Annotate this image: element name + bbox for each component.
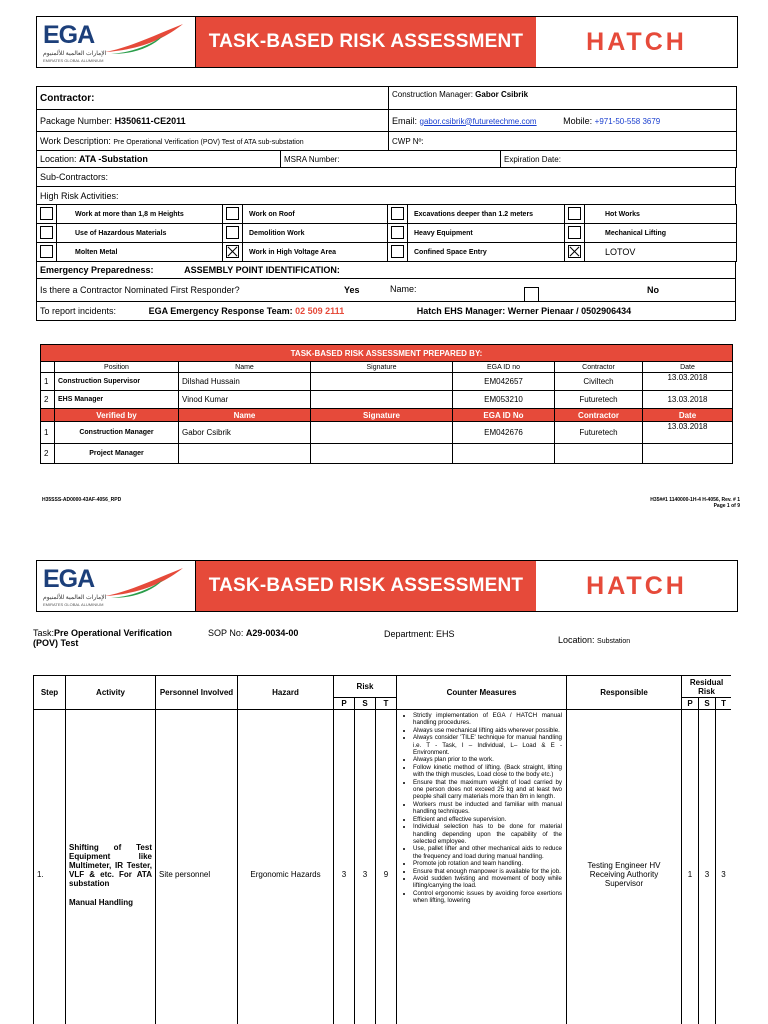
list-item: • Strictly implementation of EGA / HATCH manual handling procedures. [413, 712, 562, 727]
department-info [384, 629, 455, 639]
ega-logo-text: EGA [43, 21, 95, 49]
sop-info [208, 628, 298, 638]
activity-header: Activity [66, 676, 156, 710]
subcontractors-label: Sub-Contractors: [37, 168, 736, 187]
residual-header: Residual Risk [682, 676, 732, 698]
checkbox-confined-space[interactable] [391, 245, 404, 258]
email-link[interactable]: gabor.csibrik@futuretechme.com [419, 116, 537, 126]
report-label: To report incidents: [40, 306, 117, 316]
name-cell [179, 444, 311, 464]
footer-page: Page 1 of 9 [713, 503, 740, 509]
row-number: 2 [41, 444, 55, 464]
checkbox-high-voltage[interactable] [226, 245, 239, 258]
date-cell: 13.03.2018 [643, 391, 733, 409]
ega-logo [37, 561, 196, 611]
sop-label: SOP No: [208, 628, 244, 638]
checkbox-hot-works[interactable] [568, 207, 581, 220]
column-header: Contractor [555, 409, 643, 422]
construction-manager-cell [389, 87, 737, 110]
checkbox-yes[interactable] [524, 287, 539, 302]
contractor-table [36, 86, 737, 151]
checkbox-height-work[interactable] [40, 207, 53, 220]
location-label: Location: [40, 154, 77, 164]
risk-p-cell: 3 [334, 710, 355, 1024]
name-cell: Gabor Csibrik [179, 422, 311, 444]
msra-label: MSRA Number: [281, 151, 501, 168]
hazard-header: Hazard [238, 676, 334, 710]
column-header: Signature [311, 409, 453, 422]
id-cell: EM042676 [453, 422, 555, 444]
list-item: • Ensure that the maximum weight of load carried by one person does not exceed 25 kg and at least two people shall carry materials more than 8m in length. [413, 779, 562, 801]
high-risk-row [37, 243, 737, 262]
hatch-logo: HATCH [586, 571, 687, 600]
emergency-table [36, 261, 736, 321]
assembly-label: ASSEMBLY POINT IDENTIFICATION: [184, 265, 340, 275]
ega-swoosh-icon [103, 566, 185, 600]
verified-header-row [41, 409, 733, 422]
contractor-cell: Futuretech [555, 391, 643, 409]
package-value: H350611-CE2011 [114, 115, 186, 126]
location-info [558, 635, 630, 645]
counter-header: Counter Measures [397, 676, 567, 710]
ert-number: 02 509 2111 [295, 306, 345, 316]
list-item: • Follow kinetic method of lifting. (Back straight, lifting with the thigh muscles, Load close to the body etc.) [413, 764, 562, 779]
emergency-cell [37, 262, 736, 279]
task-info [33, 628, 183, 648]
footer-rev: H35##1 1140000-1H-4 H-4056, Rev. # 1 [650, 497, 740, 503]
activity-text: Shifting of Test Equipment like Multimeter, IR Tester, VLF & etc. For ATA substation [69, 842, 152, 888]
emergency-label: Emergency Preparedness: [40, 265, 154, 275]
high-risk-item: Mechanical Lifting [585, 224, 737, 243]
list-item: • Always use mechanical lifting aids wherever possible. [413, 727, 562, 734]
high-risk-item: Confined Space Entry [408, 243, 565, 262]
high-risk-item: Work at more than 1,8 m Heights [57, 205, 223, 224]
cwp-label: CWP Nº: [389, 132, 737, 151]
high-risk-row [37, 224, 737, 243]
location-label: Location: [558, 635, 595, 645]
p-header: P [334, 698, 355, 710]
email-label: Email: [392, 115, 418, 126]
prepared-header-row [41, 362, 733, 373]
contractor-form [36, 86, 736, 321]
counter-measures-list [401, 712, 562, 905]
ega-swoosh-icon [103, 22, 185, 56]
id-cell [453, 444, 555, 464]
page2-header [36, 560, 738, 612]
list-item: • Always consider 'TILE' technique for manual handling i.e. T - Task, I – Individual, L– Load & E - Environment. [413, 734, 562, 756]
high-risk-item: Molten Metal [57, 243, 223, 262]
position-cell: Construction Supervisor [55, 373, 179, 391]
step-header: Step [34, 676, 66, 710]
column-header: Position [55, 362, 179, 373]
department-label: Department: [384, 629, 434, 639]
hazard-cell: Ergonomic Hazards [238, 710, 334, 1024]
residual-s-cell: 3 [699, 710, 716, 1024]
department-value: EHS [436, 629, 455, 639]
responsible-header: Responsible [567, 676, 682, 710]
ega-logo [37, 17, 196, 67]
table-row [41, 391, 733, 409]
column-header: Contractor [555, 362, 643, 373]
id-cell: EM042657 [453, 373, 555, 391]
responsible-cell: Testing Engineer HV Receiving Authority Supervisor [567, 710, 682, 1024]
task-value: Pre Operational Verification (POV) Test [33, 628, 173, 648]
sop-value: A29-0034-00 [245, 628, 299, 638]
residual-s-header: S [699, 698, 716, 710]
email-cell [389, 110, 737, 132]
checkbox-excavation[interactable] [391, 207, 404, 220]
high-risk-row [37, 205, 737, 224]
list-item: • Workers must be inducted and familiar with manual handling techniques. [413, 801, 562, 816]
location-cell [37, 151, 281, 168]
risk-header: Risk [334, 676, 397, 698]
list-item: • Promote job rotation and team handling. [413, 860, 562, 867]
checkbox-hazardous-materials[interactable] [40, 226, 53, 239]
high-risk-item: Work on Roof [243, 205, 388, 224]
column-header: Name [179, 409, 311, 422]
list-item: • Use, pallet lifter and other mechanical aids to reduce the frequency and load during manual handling. [413, 845, 562, 860]
column-header: Verified by [55, 409, 179, 422]
t-header: T [376, 698, 397, 710]
risk-header-row [34, 676, 732, 698]
construction-manager-label: Construction Manager: [392, 90, 473, 99]
signature-cell [311, 422, 453, 444]
doc-title: TASK-BASED RISK ASSESSMENT [196, 17, 536, 67]
signature-cell [311, 444, 453, 464]
list-item: • Control ergonomic issues by avoiding force exertions when lifting, lowering [413, 890, 562, 905]
ega-arabic-text: الإمارات العالمية للألمنيوم [43, 595, 107, 601]
hatch-ehs-label: Hatch EHS Manager: [416, 306, 506, 316]
activity-cell [66, 710, 156, 1024]
contractor-cell: Civiltech [555, 373, 643, 391]
position-cell: Project Manager [55, 444, 179, 464]
date-cell: 13.03.2018 [643, 373, 733, 391]
doc-title: TASK-BASED RISK ASSESSMENT [196, 561, 536, 611]
checkbox-lotov[interactable] [568, 245, 581, 258]
position-cell: Construction Manager [55, 422, 179, 444]
checkbox-molten-metal[interactable] [40, 245, 53, 258]
risk-table [33, 675, 731, 1024]
high-risk-label: High Risk Activities: [37, 187, 736, 205]
contractor-cell [555, 444, 643, 464]
work-desc-cell [37, 132, 389, 151]
list-item: • Efficient and effective supervision. [413, 816, 562, 823]
hatch-ehs-value: Werner Pienaar / 0502906434 [507, 306, 632, 316]
ega-arabic-text: الإمارات العالمية للألمنيوم [43, 51, 107, 57]
ega-english-text: EMIRATES GLOBAL ALUMINIUM [43, 602, 104, 607]
column-header: EGA ID No [453, 409, 555, 422]
list-item: • Individual selection has to be done for material handling depending upon the capability of the selected employee. [413, 823, 562, 845]
prepared-by-table [40, 344, 733, 464]
column-header: Date [643, 362, 733, 373]
residual-p-header: P [682, 698, 699, 710]
report-cell [37, 302, 736, 321]
list-item: • Ensure that enough manpower is available for the job. [413, 868, 562, 875]
counter-measures-cell [397, 710, 567, 1024]
table-row [41, 422, 733, 444]
id-cell: EM053210 [453, 391, 555, 409]
row-number: 1 [41, 373, 55, 391]
prepared-by-section [40, 344, 732, 464]
checkbox-heavy-equipment[interactable] [391, 226, 404, 239]
residual-p-cell: 1 [682, 710, 699, 1024]
signature-cell [311, 391, 453, 409]
s-header: S [355, 698, 376, 710]
table-row [41, 444, 733, 464]
checkbox-mechanical-lifting[interactable] [568, 226, 581, 239]
row-number: 2 [41, 391, 55, 409]
subcontractors-table [36, 167, 736, 205]
risk-table-wrap [33, 675, 731, 1024]
name-cell: Dilshad Hussain [179, 373, 311, 391]
work-desc-label: Work Description: [40, 136, 111, 146]
location-value: Substation [597, 638, 631, 645]
activity-subtext: Manual Handling [69, 897, 133, 907]
position-cell: EHS Manager [55, 391, 179, 409]
checkbox-demolition[interactable] [226, 226, 239, 239]
high-risk-item: Excavations deeper than 1.2 meters [408, 205, 565, 224]
work-desc-value: Pre Operational Verification (POV) Test of ATA sub-substation [113, 139, 304, 146]
no-label: No [647, 285, 659, 295]
checkbox-roof-work[interactable] [226, 207, 239, 220]
list-item: • Avoid sudden twisting and movement of body while lifting/carrying the load. [413, 875, 562, 890]
contractor-label: Contractor: [37, 87, 389, 110]
expiration-label: Expiration Date: [501, 151, 737, 168]
construction-manager-value: Gabor Csibrik [475, 90, 529, 99]
footer-page-info [650, 497, 740, 509]
ert-label: EGA Emergency Response Team: [148, 306, 293, 316]
prepared-title: TASK-BASED RISK ASSESSMENT PREPARED BY: [41, 345, 733, 362]
column-header: Signature [311, 362, 453, 373]
high-risk-item: Heavy Equipment [408, 224, 565, 243]
name-cell: Vinod Kumar [179, 391, 311, 409]
hatch-logo: HATCH [586, 27, 687, 56]
risk-s-cell: 3 [355, 710, 376, 1024]
column-header: EGA ID no [453, 362, 555, 373]
high-risk-item: Demolition Work [243, 224, 388, 243]
row-number: 1 [41, 422, 55, 444]
mobile-value: +971-50-558 3679 [594, 116, 661, 126]
first-responder-question: Is there a Contractor Nominated First Responder? [40, 284, 240, 295]
column-header: Date [643, 409, 733, 422]
location-value: ATA -Substation [79, 154, 148, 164]
high-risk-item: Hot Works [585, 205, 737, 224]
list-item: • Always plan prior to the work. [413, 756, 562, 763]
footer-doc-number: H35SSS-AD0000-43AF-4056_RPD [42, 497, 122, 503]
first-responder-cell [37, 279, 736, 302]
residual-t-header: T [716, 698, 732, 710]
ega-logo-text: EGA [43, 565, 95, 593]
personnel-cell: Site personnel [156, 710, 238, 1024]
residual-t-cell: 3 [716, 710, 732, 1024]
package-label: Package Number: [40, 115, 113, 126]
task-label: Task: [33, 628, 55, 638]
table-row [41, 373, 733, 391]
risk-t-cell: 9 [376, 710, 397, 1024]
page1-header [36, 16, 738, 68]
high-risk-item: LOTOV [585, 243, 737, 262]
date-cell [643, 444, 733, 464]
date-cell: 13.03.2018 [643, 422, 733, 444]
column-header: Name [179, 362, 311, 373]
contractor-cell: Futuretech [555, 422, 643, 444]
step-cell: 1. [34, 710, 66, 1024]
ega-english-text: EMIRATES GLOBAL ALUMINIUM [43, 58, 104, 63]
name-label: Name: [390, 284, 417, 294]
signature-cell [311, 373, 453, 391]
table-row [34, 710, 732, 1024]
high-risk-item: Use of Hazardous Materials [57, 224, 223, 243]
personnel-header: Personnel Involved [156, 676, 238, 710]
high-risk-grid [36, 204, 737, 262]
high-risk-item: Work in High Voltage Area [243, 243, 388, 262]
location-table [36, 150, 737, 168]
mobile-label: Mobile: [563, 115, 593, 126]
yes-label: Yes [344, 285, 360, 295]
package-cell [37, 110, 389, 132]
